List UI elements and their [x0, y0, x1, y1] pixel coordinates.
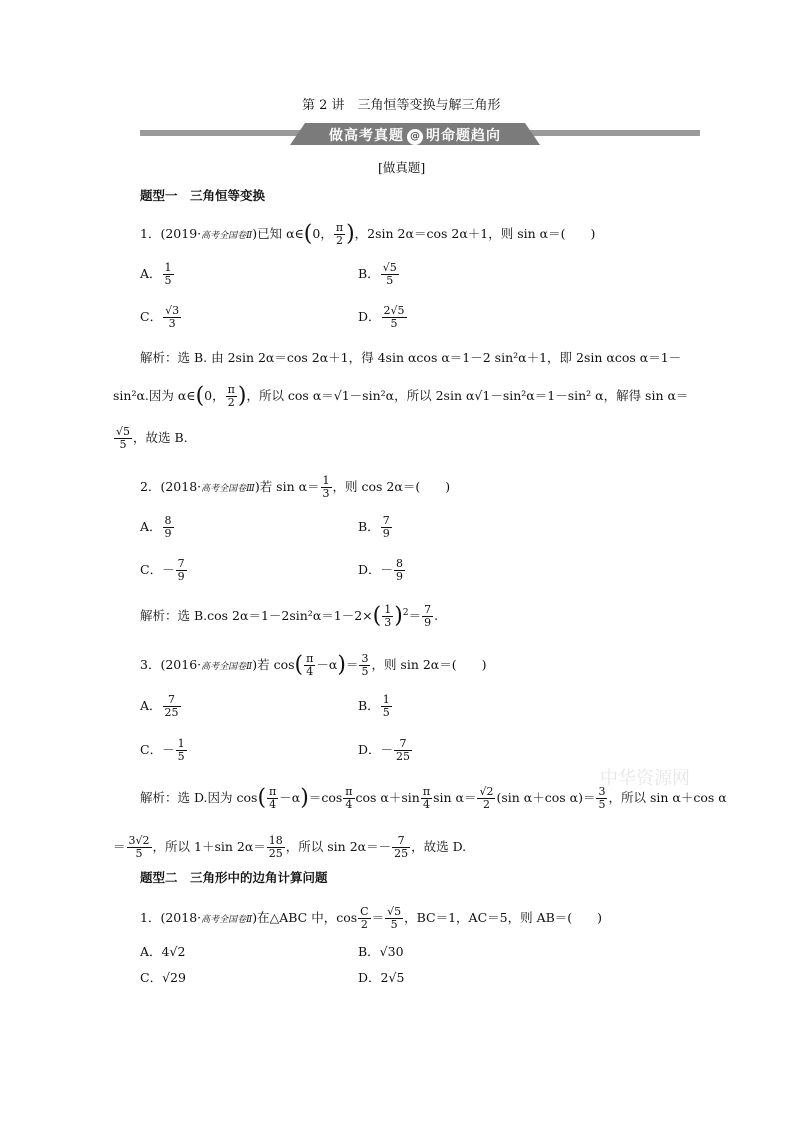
q1-post: ，2sin 2α＝cos 2α＋1，则 sin α＝( )	[354, 226, 596, 241]
lecture-title: 第 2 讲 三角恒等变换与解三角形	[302, 98, 501, 113]
q3-solution-line1: 解析：选 D.因为 cos( $\frac{\pi}{4}$ －α)＝cos $\frac{\pi}{4}$ cos α＋sin $\frac{\pi}{4}$ sin α＝ $\frac{√2}{2}$ (sin α＋cos α)＝ $\frac{3}{5}$ ，所以 sin α＋cos α	[140, 785, 727, 811]
banner-text	[290, 125, 540, 145]
q1-option-a: A． $\frac{1}{5}$	[140, 261, 172, 287]
q2-option-a: A． $\frac{8}{9}$	[140, 514, 172, 540]
type1-heading: 题型一 三角恒等变换	[140, 188, 266, 203]
watermark: 中华资源网	[600, 768, 690, 789]
q1-solution-line1: 解析：选 B. 由 2sin 2α＝cos 2α＋1，得 4sin αcos α＝1－2 sin²α＋1，即 2sin αcos α＝1－	[140, 350, 682, 365]
q1-option-b: B． $\frac{√5}{5}$	[358, 261, 397, 287]
q3-solution-line2: ＝ $\frac{3√2}{5}$ ，所以 1＋sin 2α＝ $\frac{18}{25}$ ，所以 sin 2α＝－ $\frac{7}{25}$ ，故选 D.	[113, 834, 467, 860]
section-label: [做真题]	[378, 160, 426, 175]
t2q1-option-c: C．√29	[140, 970, 186, 985]
q1-option-c: C． $\frac{√3}{3}$	[140, 304, 180, 330]
q1-pre: )已知 α∈	[252, 226, 304, 241]
q2-source: 高考全国卷Ⅲ	[201, 484, 255, 494]
question-2: 2．(2018·高考全国卷Ⅲ)若 sin α＝ $\frac{1}{3}$ ，则 cos 2α＝( )	[140, 474, 451, 500]
type2-question-1: 1．(2018·高考全国卷Ⅱ)在△ABC 中，cos $\frac{C}{2}$ ＝ $\frac{√5}{5}$ ，BC＝1，AC＝5，则 AB＝( )	[140, 905, 603, 931]
type2-heading: 题型二 三角形中的边角计算问题	[140, 870, 328, 885]
banner-right-text: 明命题趋向	[426, 128, 501, 144]
q3-option-a: A． $\frac{7}{25}$	[140, 693, 179, 719]
q3-option-b: B． $\frac{1}{5}$	[358, 693, 390, 719]
t2q1-option-b: B．√30	[358, 944, 404, 959]
banner-left-text: 做高考真题	[329, 128, 404, 144]
section-banner	[140, 123, 700, 145]
question-3: 3．(2016·高考全国卷Ⅱ)若 cos( $\frac{\pi}{4}$ －α)＝ $\frac{3}{5}$ ，则 sin 2α＝( )	[140, 652, 487, 678]
q2-solution: 解析：选 B.cos 2α＝1－2sin²α＝1－2×( $\frac{1}{3}$ )$^2$＝ $\frac{7}{9}$ .	[140, 603, 439, 629]
t2q1-option-d: D．2√5	[358, 970, 405, 985]
q3-option-d: D．－ $\frac{7}{25}$	[358, 737, 411, 763]
q3-source: 高考全国卷Ⅱ	[201, 662, 253, 672]
q1-num: 1．(2019·	[140, 226, 202, 241]
q3-option-c: C．－ $\frac{1}{5}$	[140, 737, 185, 763]
t2q1-source: 高考全国卷Ⅱ	[201, 915, 253, 925]
q2-option-c: C．－ $\frac{7}{9}$	[140, 557, 185, 583]
q2-option-b: B． $\frac{7}{9}$	[358, 514, 390, 540]
t2q1-option-a: A．4√2	[140, 944, 186, 959]
q1-solution-line2: sin²α.因为 α∈(0， $\frac{\pi}{2}$ )，所以 cos α＝√1－sin²α，所以 2sin α√1－sin²α＝1－sin² α，解得 sin α＝	[113, 383, 689, 409]
q1-source: 高考全国卷Ⅱ	[201, 231, 253, 241]
q2-option-d: D．－ $\frac{8}{9}$	[358, 557, 404, 583]
question-1: 1．(2019·高考全国卷Ⅱ)已知 α∈(0， $\frac{\pi}{2}$ )，2sin 2α＝cos 2α＋1，则 sin α＝( )	[140, 221, 596, 247]
banner-badge-icon: @	[407, 129, 423, 145]
q1-solution-line3: $\frac{√5}{5}$ ，故选 B.	[116, 425, 188, 451]
q1-option-d: D． $\frac{2√5}{5}$	[358, 304, 405, 330]
